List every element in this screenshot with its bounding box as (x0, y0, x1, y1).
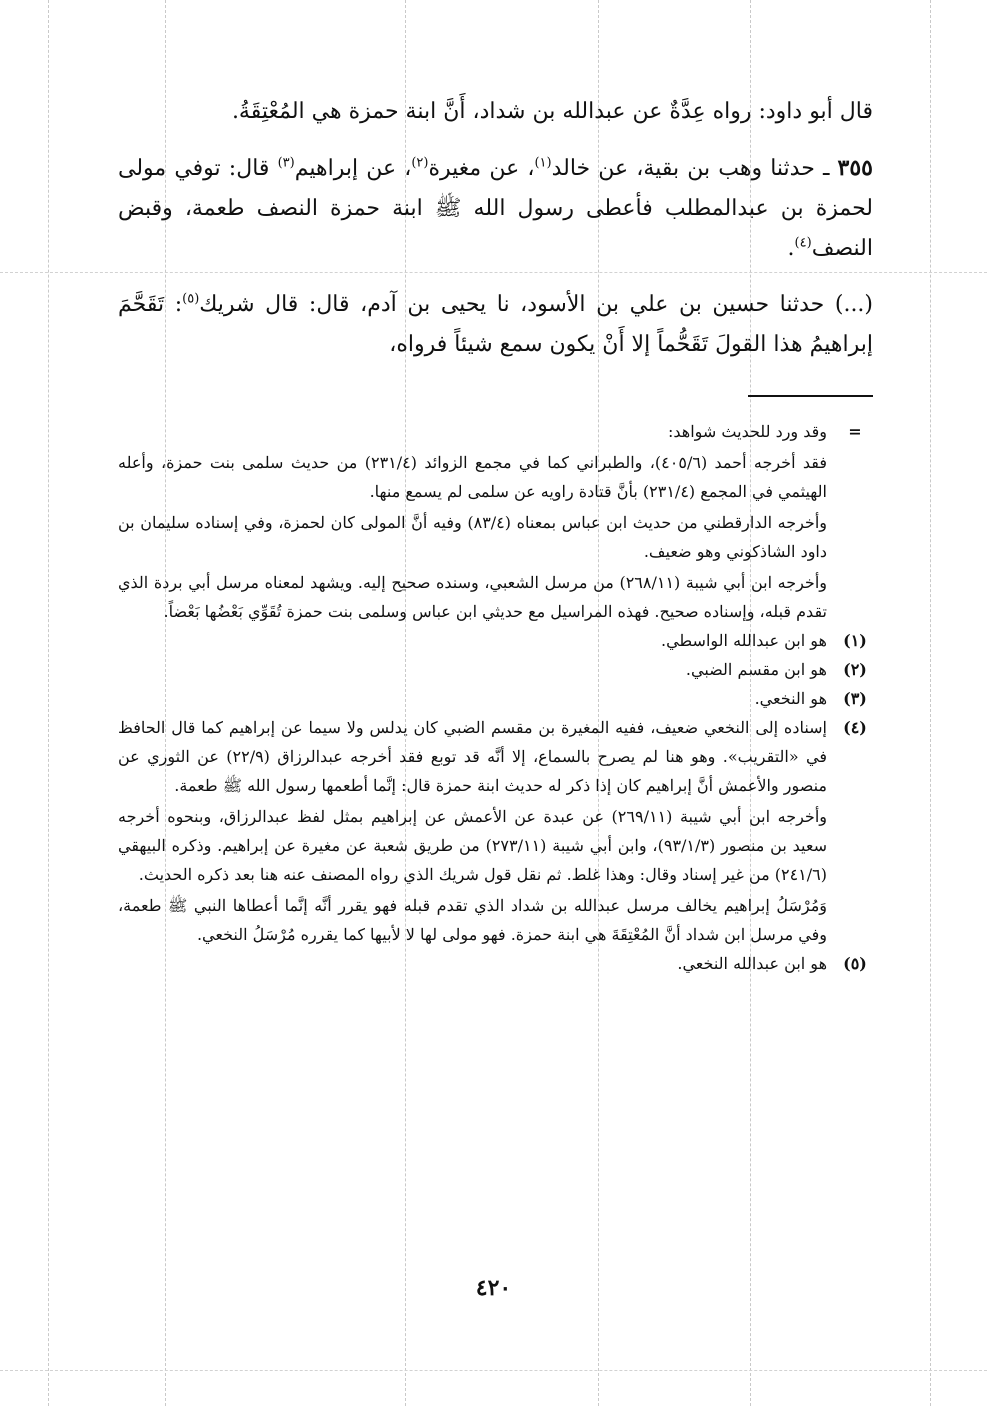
footnote-paragraph: هو ابن مقسم الضبي. (685, 660, 827, 679)
page-number: ٤٢٠ (475, 1275, 512, 1301)
footnote-ref[interactable]: (٢) (411, 155, 429, 171)
footnote-1 (118, 626, 873, 655)
page-content (118, 92, 873, 978)
hadith-number: ٣٥٥ (837, 155, 873, 181)
footnote-2 (118, 655, 873, 684)
abu-dawud-note: قال أبو داود: رواه عِدَّةٌ عن عبدالله بن شداد، أَنَّ ابنة حمزة هي المُعْتِقَةُ. (231, 99, 873, 124)
footnote-ref[interactable]: (٣) (277, 155, 295, 171)
sharik-paragraph (118, 285, 873, 365)
hadith-text: ـ حدثنا وهب بن بقية، عن خالد (551, 156, 838, 181)
hadith-text: ، عن إبراهيم (294, 156, 412, 181)
footnote-paragraph: وأخرجه ابن أبي شيبة (٢٦٨/١١) من مرسل الشعبي، وسنده صحيح إليه. ويشهد لمعناه مرسل أبي بردة الذي تقدم قبله، وإسناده صحيح. فهذه المراسيل مع حديثي ابن عباس وسلمى بنت حمزة تُقَوِّي بَعْضُها بَعْضاً. (118, 573, 827, 621)
footnote-4 (118, 713, 873, 949)
main-text (118, 92, 873, 365)
footnote-separator (748, 395, 873, 397)
footnote-paragraph: هو ابن عبدالله الواسطي. (661, 631, 827, 650)
footnote-paragraph: وأخرجه ابن أبي شيبة (٢٦٩/١١) عن عبدة عن الأعمش عن إبراهيم بمثل لفظ عبدالرزاق، وبنحوه أخرجه سعيد بن منصور (٩٣/١/٣)، وابن أبي شيبة (٢٧٣/١١) من طريق شعبة عن مغيرة عن إبراهيم. وذكره البيهقي (٢٤١/٦) من غير إسناد وقال: وهذا غلط. ثم نقل قول شريك الذي رواه المصنف عنه هنا بعد ذكره الحديث. (118, 807, 827, 884)
footnote-ref[interactable]: (٤) (794, 235, 812, 251)
footnote-marker: (٤) (843, 718, 867, 737)
footnote-paragraph: وقد ورد للحديث شواهد: (667, 422, 827, 441)
footnote-continuation (118, 417, 873, 626)
footnote-marker: (٣) (843, 689, 867, 708)
footnote-marker: (٢) (843, 660, 867, 679)
footnote-paragraph: فقد أخرجه أحمد (٤٠٥/٦)، والطبراني كما في مجمع الزوائد (٢٣١/٤) من حديث سلمى بنت حمزة، وأعله الهيثمي في المجمع (٢٣١/٤) بأنَّ قتادة راويه عن سلمى لم يسمع منها. (118, 453, 828, 501)
hadith-paragraph (118, 148, 873, 269)
footnote-paragraph: هو النخعي. (754, 689, 827, 708)
footnote-paragraph: هو ابن عبدالله النخعي. (677, 954, 827, 973)
footnote-paragraph: وَمُرْسَلُ إبراهيم يخالف مرسل عبدالله بن شداد الذي تقدم قبله فهو يقرر أنَّه إنَّما أعطاها النبي ﷺ طعمة، وفي مرسل ابن شداد أنَّ المُعْتِقَةَ هي ابنة حمزة. فهو مولى لها لا لأبيها كما يقرره مُرْسَلُ النخعي. (118, 896, 827, 944)
scan-guide-line (0, 1370, 987, 1371)
hadith-text: قال: توفي مولى لحمزة بن عبدالمطلب فأعطى رسول الله ﷺ ابنة حمزة النصف طعمة، وقبض النصف (118, 156, 873, 261)
footnote-ref[interactable]: (٥) (182, 291, 200, 307)
footnote-5 (118, 949, 873, 978)
footnote-marker: (١) (843, 631, 867, 650)
footnote-marker: (٥) (843, 954, 867, 973)
footnote-3 (118, 684, 873, 713)
footnote-marker: = (848, 422, 862, 441)
hadith-text: . (787, 236, 795, 261)
scan-guide-line (930, 0, 931, 1406)
footnote-ref[interactable]: (١) (534, 155, 552, 171)
footnote-paragraph: إسناده إلى النخعي ضعيف، ففيه المغيرة بن مقسم الضبي كان يدلس ولا سيما عن إبراهيم كما قال الحافظ في «التقريب». وهو هنا لم يصرح بالسماع، إلا أنَّه قد توبع فقد أخرجه عبدالرزاق (٢٢/٩) عن الثوري عن منصور والأعمش أنَّ إبراهيم كان إذا ذكر له حديث ابنة حمزة قال: إنَّما أطعمها رسول الله ﷺ طعمة. (118, 718, 828, 795)
scan-guide-line (48, 0, 49, 1406)
paragraph-text: : تَقَحَّمَ إبراهيمُ هذا القولَ تَقَحُّماً إلا أَنْ يكون سمع شيئاً فرواه، (118, 292, 873, 357)
paragraph-text: (...) حدثنا حسين بن علي بن الأسود، نا يحيى بن آدم، قال: قال شريك (199, 292, 874, 317)
footnote-paragraph: وأخرجه الدارقطني من حديث ابن عباس بمعناه (٨٣/٤) وفيه أنَّ المولى كان لحمزة، وفي إسناده سليمان بن داود الشاذكوني وهو ضعيف. (118, 513, 827, 561)
hadith-text: ، عن مغيرة (428, 156, 535, 181)
footnotes (118, 417, 873, 978)
